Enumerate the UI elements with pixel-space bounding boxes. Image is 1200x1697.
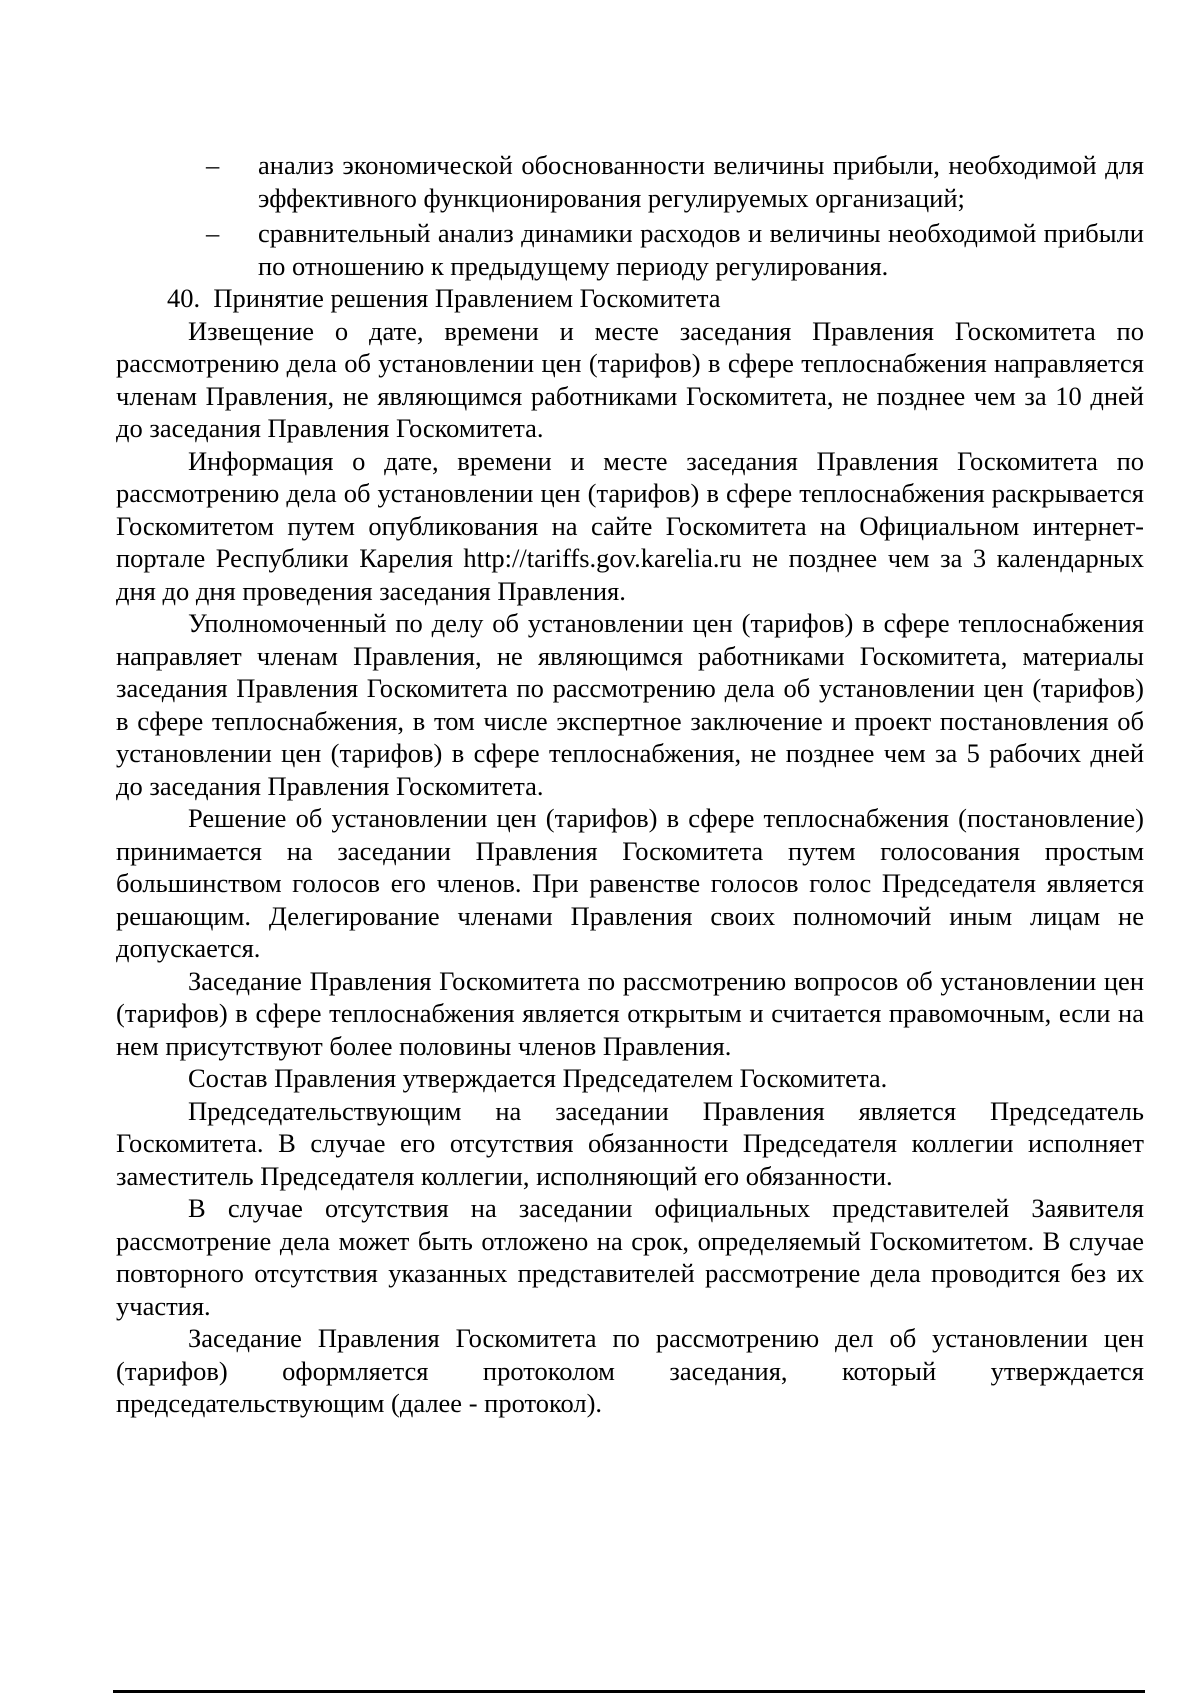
bullet-item xyxy=(116,149,1144,214)
paragraph: Состав Правления утверждается Председателем Госкомитета. xyxy=(188,1063,888,1093)
paragraph: Решение об установлении цен (тарифов) в сфере теплоснабжения (постановление) принимается на заседании Правления Госкомитета путем голосования простым большинством голосов его членов. При равенстве голосов голос Председателя является решающим. Делегирование членами Правления своих полномочий иным лицам не допускается. xyxy=(116,803,1144,963)
bullet-dash: – xyxy=(206,218,220,248)
section-title: Принятие решения Правлением Госкомитета xyxy=(213,283,721,313)
bullet-list xyxy=(116,149,1144,282)
paragraph: Уполномоченный по делу об установлении цен (тарифов) в сфере теплоснабжения направляет членам Правления, не являющимся работниками Госкомитета, материалы заседания Правления Госкомитета по рассмотрению дела об установлении цен (тарифов) в сфере теплоснабжения, в том числе экспертное заключение и проект постановления об установлении цен (тарифов) в сфере теплоснабжения, не позднее чем за 5 рабочих дней до заседания Правления Госкомитета. xyxy=(116,608,1144,801)
bullet-item xyxy=(116,217,1144,282)
paragraph: Информация о дате, времени и месте заседания Правления Госкомитета по рассмотрению дела об установлении цен (тарифов) в сфере теплоснабжения раскрывается Госкомитетом путем опубликования на сайте Госкомитета на Официальном интернет-портале Республики Карелия http://tariffs.gov.karelia.ru не позднее чем за 3 календарных дня до дня проведения заседания Правления. xyxy=(116,445,1144,606)
footer-rule xyxy=(113,1690,1145,1693)
paragraph: Извещение о дате, времени и месте заседания Правления Госкомитета по рассмотрению дела об установлении цен (тарифов) в сфере теплоснабжения направляется членам Правления, не являющимся работниками Госкомитета, не позднее чем за 10 дней до заседания Правления Госкомитета. xyxy=(116,315,1144,443)
section-heading xyxy=(116,282,1144,315)
paragraph: Заседание Правления Госкомитета по рассмотрению дел об установлении цен (тарифов) оформляется протоколом заседания, который утверждается председательствующим (далее - протокол). xyxy=(116,1323,1144,1418)
bullet-text: анализ экономической обоснованности величины прибыли, необходимой для эффективного функционирования регулируемых организаций; xyxy=(258,150,1144,213)
bullet-text: сравнительный анализ динамики расходов и величины необходимой прибыли по отношению к предыдущему периоду регулирования. xyxy=(258,218,1144,281)
paragraph: Заседание Правления Госкомитета по рассмотрению вопросов об установлении цен (тарифов) в сфере теплоснабжения является открытым и считается правомочным, если на нем присутствуют более половины членов Правления. xyxy=(116,965,1144,1061)
document-body xyxy=(116,149,1144,1420)
bullet-dash: – xyxy=(206,150,220,180)
paragraph: Председательствующим на заседании Правления является Председатель Госкомитета. В случае его отсутствия обязанности Председателя коллегии исполняет заместитель Председателя коллегии, исполняющий его обязанности. xyxy=(116,1095,1144,1191)
section-number: 40. xyxy=(167,283,201,313)
paragraph: В случае отсутствия на заседании официальных представителей Заявителя рассмотрение дела может быть отложено на срок, определяемый Госкомитетом. В случае повторного отсутствия указанных представителей рассмотрение дела проводится без их участия. xyxy=(116,1193,1144,1321)
